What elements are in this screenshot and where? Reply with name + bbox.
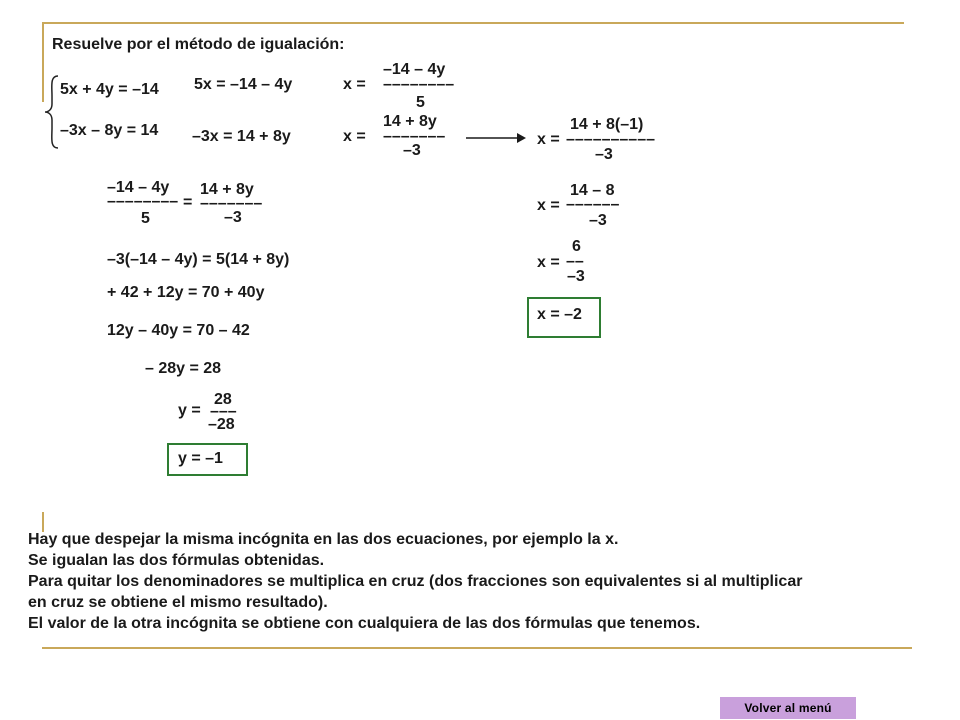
isolate-row2-x: x = xyxy=(343,128,366,145)
equate-right-denominator: –3 xyxy=(224,209,242,226)
x-step3-denominator: –3 xyxy=(567,268,585,285)
isolate-row1-numerator: –14 – 4y xyxy=(383,61,446,78)
x-step3-label: x = xyxy=(537,254,560,271)
simplify-step: – 28y = 28 xyxy=(145,360,222,377)
y-bar: ––– xyxy=(210,403,237,420)
equate-left-bar: –––––––– xyxy=(107,193,179,210)
isolate-row1-denominator: 5 xyxy=(416,94,425,111)
isolate-row1-bar: –––––––– xyxy=(383,76,455,93)
y-result: y = –1 xyxy=(178,450,223,467)
equate-left-numerator: –14 – 4y xyxy=(107,179,170,196)
equate-right-bar: ––––––– xyxy=(200,195,263,212)
isolate-row2-numerator: 14 + 8y xyxy=(383,113,437,130)
x-step3-numerator: 6 xyxy=(572,238,581,255)
group-step: 12y – 40y = 70 – 42 xyxy=(107,322,250,339)
equate-right-numerator: 14 + 8y xyxy=(200,181,254,198)
x-step1-numerator: 14 + 8(–1) xyxy=(570,116,644,133)
x-step1-denominator: –3 xyxy=(595,146,613,163)
system-brace-icon xyxy=(44,74,60,150)
isolate-row2-denominator: –3 xyxy=(403,142,421,159)
explanation-line-4: en cruz se obtiene el mismo resultado). xyxy=(28,594,328,611)
equate-left-denominator: 5 xyxy=(141,210,150,227)
x-step1-bar: –––––––––– xyxy=(566,131,655,148)
equate-sign: = xyxy=(183,194,193,211)
isolate-row1-x: x = xyxy=(343,76,366,93)
isolate-row1-expr: 5x = –14 – 4y xyxy=(194,76,293,93)
y-denominator: –28 xyxy=(208,416,235,433)
x-step2-label: x = xyxy=(537,197,560,214)
x-step2-bar: –––––– xyxy=(566,196,620,213)
system-equation-1: 5x + 4y = –14 xyxy=(60,81,159,98)
back-to-menu-button[interactable]: Volver al menú xyxy=(720,697,856,719)
x-step2-denominator: –3 xyxy=(589,212,607,229)
x-result: x = –2 xyxy=(537,306,582,323)
arrow-right-icon xyxy=(465,132,527,144)
top-rule xyxy=(42,22,904,24)
explanation-line-5: El valor de la otra incógnita se obtiene con cualquiera de las dos fórmulas que tenemos. xyxy=(28,615,701,632)
x-step2-numerator: 14 – 8 xyxy=(570,182,615,199)
expand-step: + 42 + 12y = 70 + 40y xyxy=(107,284,265,301)
isolate-row2-bar: ––––––– xyxy=(383,128,446,145)
system-equation-2: –3x – 8y = 14 xyxy=(60,122,159,139)
explanation-line-2: Se igualan las dos fórmulas obtenidas. xyxy=(28,552,325,569)
cross-multiply-step: –3(–14 – 4y) = 5(14 + 8y) xyxy=(107,251,290,268)
page-title: Resuelve por el método de igualación: xyxy=(52,36,345,53)
isolate-row2-expr: –3x = 14 + 8y xyxy=(192,128,291,145)
bottom-rule xyxy=(42,647,912,649)
y-numerator: 28 xyxy=(214,391,232,408)
x-step3-bar: –– xyxy=(566,253,584,270)
explanation xyxy=(28,529,943,634)
y-label: y = xyxy=(178,402,201,419)
explanation-line-1: Hay que despejar la misma incógnita en las dos ecuaciones, por ejemplo la x. xyxy=(28,531,619,548)
explanation-line-3: Para quitar los denominadores se multiplica en cruz (dos fracciones son equivalentes si al multiplicar xyxy=(28,573,803,590)
x-step1-label: x = xyxy=(537,131,560,148)
